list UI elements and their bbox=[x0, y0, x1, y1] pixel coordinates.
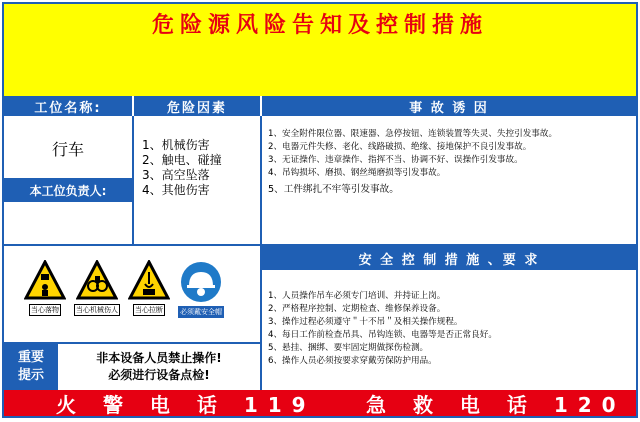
emergency-phone-bar bbox=[4, 390, 636, 416]
sign-falling-object bbox=[22, 260, 68, 318]
job-name-header: 工位名称: bbox=[4, 96, 132, 116]
notice-text bbox=[58, 344, 260, 390]
sign-helmet bbox=[178, 260, 224, 318]
cause-item: 2、电器元件失修、老化、线路破损、绝缘、接地保护不良引发事故。 bbox=[268, 142, 532, 152]
notice-line: 非本设备人员禁止操作! bbox=[96, 351, 222, 365]
helmet-mandatory-icon bbox=[179, 260, 223, 304]
control-measures-header: 安 全 控 制 措 施 、要 求 bbox=[262, 246, 636, 270]
sign-label: 当心拉断 bbox=[135, 306, 163, 314]
risk-notice-board bbox=[2, 2, 638, 418]
sign-label: 必须戴安全帽 bbox=[180, 308, 222, 316]
sign-label: 当心落物 bbox=[31, 306, 59, 314]
measure-item: 5、悬挂、捆绑、要牢固定期做探伤检测。 bbox=[268, 343, 429, 353]
title-bar bbox=[4, 4, 636, 96]
safety-signs bbox=[22, 260, 254, 318]
owner-value bbox=[4, 202, 132, 244]
important-line: 重要 bbox=[17, 350, 44, 365]
hazard-list bbox=[142, 138, 258, 198]
fire-phone: 火 警 电 话 119 bbox=[56, 392, 316, 417]
measure-item: 4、每日工作前检查吊具、吊钩连锁、电器等是否正常良好。 bbox=[268, 330, 497, 340]
hazard-item: 4、其他伤害 bbox=[142, 183, 210, 197]
control-measure-list bbox=[268, 290, 634, 368]
cause-item: 3、无证操作、违章操作、指挥不当、协调不好、误操作引发事故。 bbox=[268, 155, 523, 165]
hazard-factors-header: 危险因素 bbox=[134, 96, 260, 116]
sign-mechanical-injury bbox=[74, 260, 120, 318]
accident-causes-header: 事 故 诱 因 bbox=[262, 96, 636, 116]
cause-item: 1、安全附件限位器、限速器、急停按钮、连锁装置等失灵、失控引发事故。 bbox=[268, 129, 558, 139]
cause-item: 5、工件绑扎不牢等引发事故。 bbox=[268, 184, 399, 195]
important-label bbox=[4, 344, 58, 390]
sign-hoist bbox=[126, 260, 172, 318]
notice-line: 必须进行设备点检! bbox=[108, 368, 210, 382]
measure-item: 2、严格程序控制、定期检查、维修保养设备。 bbox=[268, 304, 446, 314]
owner-label: 本工位负责人: bbox=[4, 178, 132, 202]
falling-object-warning-icon bbox=[24, 260, 66, 302]
job-name: 行车 bbox=[51, 139, 84, 159]
mechanical-injury-warning-icon bbox=[76, 260, 118, 302]
accident-cause-list bbox=[268, 128, 634, 196]
page-title: 危险源风险告知及控制措施 bbox=[151, 13, 488, 38]
sign-label: 当心机械伤人 bbox=[76, 306, 118, 314]
important-line: 提示 bbox=[17, 368, 44, 383]
hazard-item: 3、高空坠落 bbox=[142, 168, 210, 182]
measure-item: 1、人员操作吊车必须专门培训、并持证上岗。 bbox=[268, 291, 446, 301]
rescue-phone: 急 救 电 话 120 bbox=[366, 392, 626, 417]
hazard-item: 2、触电、碰撞 bbox=[142, 153, 222, 167]
cause-item: 4、吊钩损坏、磨损、钢丝绳磨损等引发事故。 bbox=[268, 168, 446, 178]
hoist-warning-icon bbox=[128, 260, 170, 302]
hazard-item: 1、机械伤害 bbox=[142, 138, 210, 152]
divider bbox=[132, 116, 134, 244]
measure-item: 3、操作过程必须遵守＂十不吊＂及相关操作规程。 bbox=[268, 317, 463, 327]
measure-item: 6、操作人员必须按要求穿戴劳保防护用品。 bbox=[268, 356, 437, 366]
